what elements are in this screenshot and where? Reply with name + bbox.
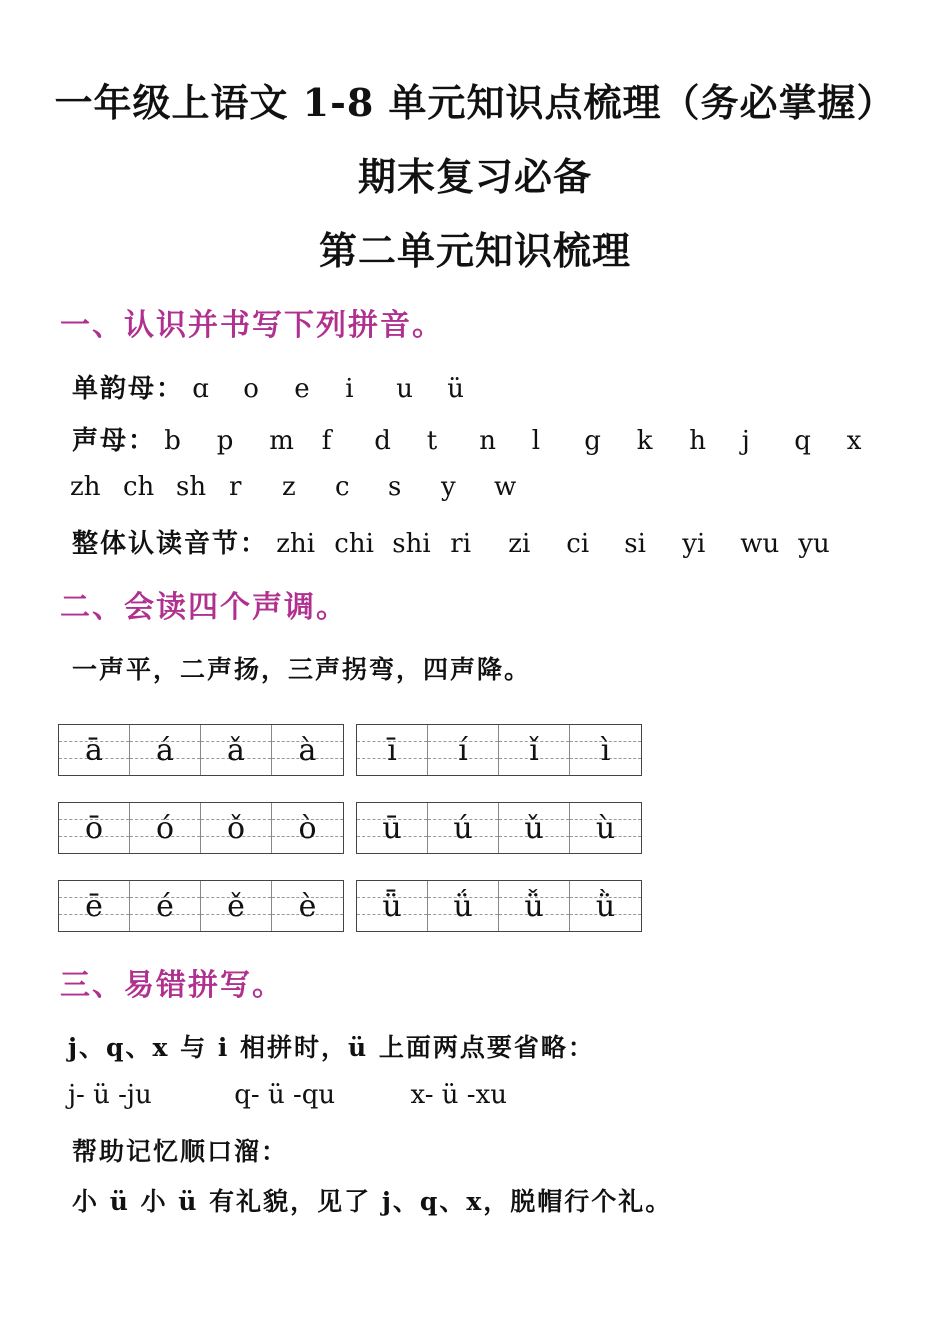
memory-label: 帮助记忆顺口溜： [72, 1137, 289, 1166]
vowels-list [192, 374, 498, 404]
syllable-item: zi [508, 529, 531, 559]
tone-mark: ā [85, 732, 103, 768]
tone-cell [499, 803, 570, 853]
tone-row-3 [58, 880, 642, 932]
tone-mark: ǐ [529, 732, 539, 768]
initials-list-1 [164, 426, 899, 456]
tone-cell [428, 881, 499, 931]
initial-item: n [479, 426, 497, 456]
tone-cell [272, 803, 343, 853]
tone-mark: ǜ [595, 888, 616, 924]
tone-mark: à [298, 732, 317, 768]
tone-cell [59, 881, 130, 931]
jqx-examples [68, 1080, 507, 1110]
tone-cell [428, 803, 499, 853]
initial-item: b [164, 426, 181, 456]
initial-item: sh [176, 472, 207, 502]
tone-mark: ǒ [226, 810, 246, 846]
syllable-item: zhi [276, 529, 316, 559]
initial-item: p [216, 426, 234, 456]
initials-label: 声母： [72, 426, 157, 456]
vowel-item: o [243, 374, 259, 404]
initial-item: w [494, 472, 517, 502]
tone-mark: ú [453, 810, 473, 846]
tone-mark: ō [84, 810, 104, 846]
syllable-item: ci [566, 529, 590, 559]
initial-item: f [321, 426, 332, 456]
syllable-item: yu [798, 529, 830, 559]
tone-cell [357, 725, 428, 775]
initial-item: j [741, 426, 750, 456]
tone-mark: ò [298, 810, 317, 846]
initial-item: q [794, 426, 811, 456]
tone-mark: è [298, 888, 317, 924]
tone-cell [428, 725, 499, 775]
initial-item: k [636, 426, 653, 456]
tone-mark: ě [227, 888, 245, 924]
tone-cell [272, 881, 343, 931]
tone-cell [570, 803, 641, 853]
initial-item: s [388, 472, 402, 502]
tone-cell [357, 881, 428, 931]
initial-item: d [374, 426, 391, 456]
initial-item: r [229, 472, 242, 502]
initial-item: x [846, 426, 862, 456]
initials-line-1 [72, 420, 899, 457]
jqx-rule: j、q、x 与 i 相拼时，ü 上面两点要省略： [68, 1033, 595, 1062]
initials-list-2 [70, 472, 547, 502]
syllable-item: ri [450, 529, 472, 559]
tone-cell [570, 725, 641, 775]
vowel-item: i [345, 374, 354, 404]
vowel-item: ü [447, 374, 465, 404]
document-title: 一年级上语文 1-8 单元知识点梳理（务必掌握） [54, 80, 896, 125]
tone-mark: ó [155, 810, 175, 846]
whole-syllables-list [276, 529, 856, 559]
tone-cell [201, 725, 272, 775]
tone-row-2 [58, 802, 642, 854]
syllable-item: shi [392, 529, 431, 559]
syllable-item: wu [740, 529, 780, 559]
syllable-item: yi [682, 529, 706, 559]
initial-item: zh [70, 472, 101, 502]
vowel-item: u [396, 374, 414, 404]
tone-cell [130, 725, 201, 775]
syllable-item: si [624, 529, 646, 559]
tone-mark: ì [600, 732, 611, 768]
tone-rule: 一声平，二声扬，三声拐弯，四声降。 [72, 655, 532, 684]
tone-cell [499, 725, 570, 775]
tone-group [356, 880, 642, 932]
tone-mark: ǔ [524, 810, 544, 846]
tone-cell [570, 881, 641, 931]
initial-item: c [335, 472, 350, 502]
initial-item: ch [123, 472, 155, 502]
initial-item: z [282, 472, 296, 502]
tone-mark: ē [85, 888, 103, 924]
initials-line-2 [70, 472, 547, 502]
tone-cell [59, 725, 130, 775]
tone-cell [357, 803, 428, 853]
tone-group [58, 880, 344, 932]
tone-mark: ǚ [524, 888, 544, 924]
vowel-item: e [294, 374, 310, 404]
tone-mark: í [458, 732, 468, 768]
unit-title: 第二单元知识梳理 [318, 228, 631, 273]
vowel-item: ɑ [192, 374, 209, 404]
example-qu: q- ü -qu [234, 1080, 336, 1110]
tone-cell [59, 803, 130, 853]
example-ju: j- ü -ju [68, 1080, 152, 1110]
example-xu: x- ü -xu [410, 1080, 507, 1110]
tone-row-1 [58, 724, 642, 776]
tone-group [356, 724, 642, 776]
section-heading-errors: 三、易错拼写。 [60, 968, 284, 1003]
tone-mark: ù [595, 810, 616, 846]
initial-item: g [584, 426, 601, 456]
vowels-line [72, 368, 498, 405]
tone-group [356, 802, 642, 854]
tone-cell [201, 881, 272, 931]
tone-mark: ǖ [382, 888, 402, 924]
tone-mark: ū [382, 810, 402, 846]
document-subtitle: 期末复习必备 [357, 154, 592, 199]
initial-item: l [531, 426, 541, 456]
memory-rhyme: 小 ü 小 ü 有礼貌，见了 j、q、x，脱帽行个礼。 [72, 1187, 673, 1216]
initial-item: m [269, 426, 294, 456]
tone-mark: á [156, 732, 174, 768]
initial-item: t [426, 426, 438, 456]
tone-cell [130, 803, 201, 853]
whole-syllables-label: 整体认读音节： [72, 529, 269, 559]
tone-mark: ǎ [227, 732, 245, 768]
syllable-item: chi [334, 529, 374, 559]
tone-cell [272, 725, 343, 775]
initial-item: h [689, 426, 707, 456]
tone-group [58, 802, 344, 854]
section-heading-tones: 二、会读四个声调。 [60, 590, 348, 625]
whole-syllables-line [72, 523, 856, 560]
vowels-label: 单韵母： [72, 374, 185, 404]
section-heading-pinyin: 一、认识并书写下列拼音。 [60, 308, 444, 343]
tone-mark: ī [387, 732, 397, 768]
tone-cell [201, 803, 272, 853]
tone-cell [130, 881, 201, 931]
tone-cell [499, 881, 570, 931]
tone-mark: ǘ [453, 888, 473, 924]
tone-group [58, 724, 344, 776]
initial-item: y [441, 472, 456, 502]
tone-mark: é [156, 888, 174, 924]
